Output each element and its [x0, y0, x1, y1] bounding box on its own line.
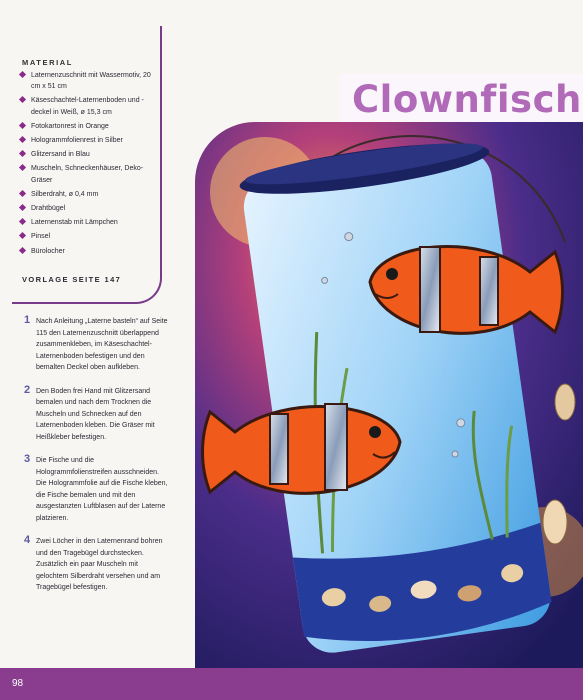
- bubble: [344, 232, 353, 241]
- page-number: 98: [12, 678, 24, 689]
- bullet-icon: [19, 96, 26, 103]
- step-text: Den Boden frei Hand mit Glitzersand bemalen und nach dem Trocknen die Muscheln und Schnecken auf den Laternenboden kleben. Die Gräser mit Heißkleber befestigen.: [36, 387, 155, 441]
- instruction-steps: [24, 316, 170, 606]
- lantern-illustration: [195, 122, 583, 668]
- step-number: 3: [24, 453, 31, 465]
- step-text: Nach Anleitung „Laterne basteln“ auf Seite 115 den Laternenzuschnitt überlappend zusammenkleben, im Käseschachtel-Laternenboden befestigen und den bemalten Deckel oben aufkleben.: [36, 318, 168, 371]
- bullet-icon: [19, 136, 26, 143]
- material-item: Fotokartonrest in Orange: [20, 121, 155, 132]
- bullet-icon: [19, 190, 26, 197]
- material-item: Glitzersand in Blau: [20, 149, 155, 160]
- fish-stripe: [420, 247, 440, 332]
- hanging-shell: [555, 384, 575, 420]
- bullet-icon: [19, 247, 26, 254]
- page-title: Clownfisch: [352, 78, 582, 121]
- step-number: 4: [24, 534, 31, 546]
- bullet-icon: [19, 150, 26, 157]
- bullet-icon: [19, 218, 26, 225]
- material-item: Silberdraht, ø 0,4 mm: [20, 189, 155, 200]
- fish-eye: [386, 268, 398, 280]
- bullet-icon: [19, 232, 26, 239]
- step-number: 1: [24, 314, 31, 326]
- material-heading: MATERIAL: [22, 58, 73, 67]
- material-item: Laternenstab mit Lämpchen: [20, 217, 155, 228]
- lantern-photo: [195, 122, 583, 668]
- step-2: [24, 383, 170, 444]
- material-item: Muscheln, Schneckenhäuser, Deko-Gräser: [20, 163, 155, 185]
- step-3: [24, 455, 170, 524]
- fish-stripe: [480, 257, 498, 325]
- bullet-icon: [19, 204, 26, 211]
- material-item: Drahtbügel: [20, 203, 155, 214]
- material-list: [20, 70, 155, 260]
- material-item: Hologrammfolienrest in Silber: [20, 135, 155, 146]
- fish-eye: [369, 426, 381, 438]
- hanging-shell: [543, 500, 567, 544]
- step-text: Die Fische und die Hologrammfolienstreifen ausschneiden. Die Hologrammfolie auf die Fische kleben, die Fische bemalen und mit den ausgestanzten Luftblasen auf der Laterne platzieren.: [36, 457, 168, 522]
- bubble: [452, 451, 459, 458]
- step-text: Zwei Löcher in den Laternenrand bohren und den Tragebügel durchstecken. Zusätzlich ein paar Muscheln mit gelochtem Silberdraht versehen und am Tragebügel befestigen.: [36, 538, 163, 591]
- fish-stripe: [270, 414, 288, 484]
- bullet-icon: [19, 71, 26, 78]
- fish-stripe: [325, 404, 347, 490]
- material-item: Pinsel: [20, 231, 155, 242]
- material-item: Laternenzuschnitt mit Wassermotiv, 20 cm x 51 cm: [20, 70, 155, 92]
- material-item: Bürolocher: [20, 246, 155, 257]
- step-4: [24, 536, 170, 594]
- material-item: Käseschachtel-Laternenboden und -deckel in Weiß, ø 15,3 cm: [20, 95, 155, 117]
- footer-bar: [0, 668, 583, 700]
- bubble: [456, 418, 465, 427]
- bullet-icon: [19, 164, 26, 171]
- bubble: [321, 277, 328, 284]
- bullet-icon: [19, 122, 26, 129]
- template-reference: VORLAGE SEITE 147: [22, 275, 122, 284]
- step-number: 2: [24, 383, 31, 396]
- step-1: [24, 316, 170, 374]
